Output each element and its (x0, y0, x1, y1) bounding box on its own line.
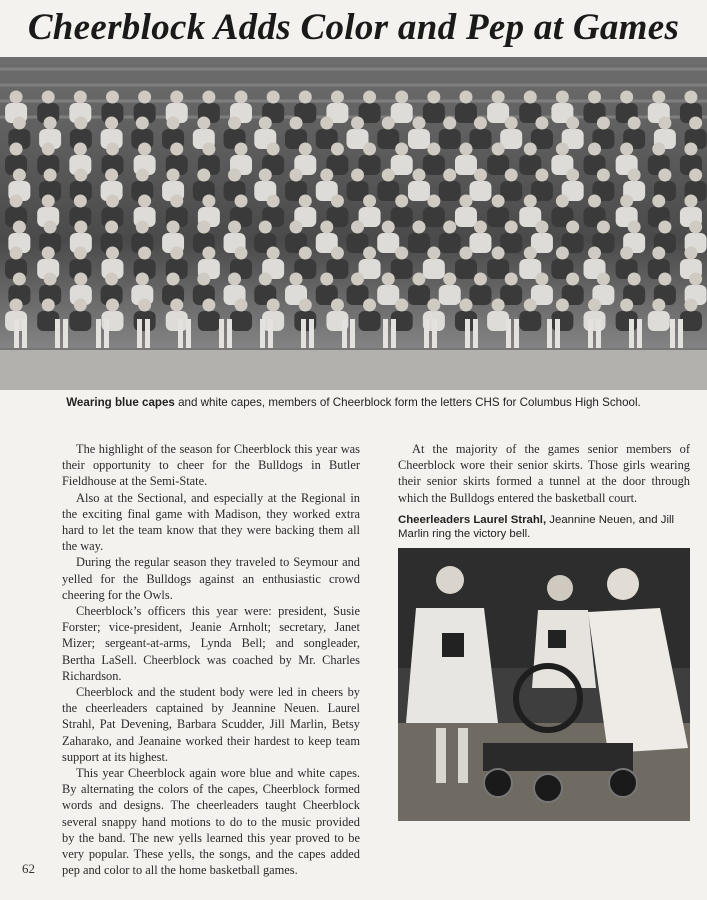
article-paragraph: During the regular season they traveled to Seymour and yelled for the Bulldogs against an enthusiastic crowd cheering for the Owls. (62, 555, 360, 602)
small-caption-lead: Cheerleaders Laurel Strahl, (398, 514, 547, 526)
article-column-left (62, 441, 360, 878)
cheerblock-group-photo (0, 57, 707, 390)
page-number: 62 (22, 861, 35, 876)
main-caption-text: and white capes, members of Cheerblock form the letters CHS for Columbus High School. (174, 396, 641, 409)
article-paragraph: Also at the Sectional, and especially at the Regional in the exciting final game with Madison, they worked extra hard to let the team know that they were backing them all the way. (62, 490, 360, 554)
article-paragraph: Cheerblock and the student body were led in cheers by the cheerleaders captained by Jeannine Neuen. Laurel Strahl, Pat Devening, Barbara Scudder, Jill Marlin, Betsy Zaharako, and Jeanaine worked their hardest to keep team support at its highest. (62, 685, 360, 764)
main-caption-lead: Wearing blue capes (66, 396, 175, 409)
victory-bell-photo (398, 548, 690, 821)
small-caption-text: Jeannine Neuen, and Jill Marlin ring the victory bell. (398, 514, 675, 540)
page-title: Cheerblock Adds Color and Pep at Games (27, 7, 680, 48)
main-photo-caption (0, 396, 707, 409)
article-paragraph: The highlight of the season for Cheerblock this year was their opportunity to cheer for the Bulldogs in Butler Fieldhouse at the Semi-State. (62, 442, 360, 489)
article-column-right (398, 441, 690, 506)
article-paragraph: Cheerblock’s officers this year were: president, Susie Forster; vice-president, Jeanie Arnholt; secretary, Janet Mizer; sergeant-at-arms, Lynda Bell; and songleader, Bertha LaSell. Cheerblock was coached by Mr. Charles Richardson. (62, 604, 360, 683)
small-photo-caption (398, 514, 690, 541)
victory-bell-illustration (398, 548, 690, 821)
article-paragraph: This year Cheerblock again wore blue and white capes. By alternating the colors of the capes, Cheerblock formed words and designs. The cheerleaders taught Cheerblock several snappy hand motions to do to the music provided by the band. The new yells learned this year proved to be very popular. These yells, the songs, and the capes added pep and color to all the home basketball games. (62, 766, 360, 878)
cheerblock-photo-illustration (0, 57, 707, 390)
article-paragraph: At the majority of the games senior members of Cheerblock wore their senior skirts. Those girls wearing their senior skirts formed a tunnel at the door through which the Bulldogs entered the basketball court. (398, 442, 690, 505)
